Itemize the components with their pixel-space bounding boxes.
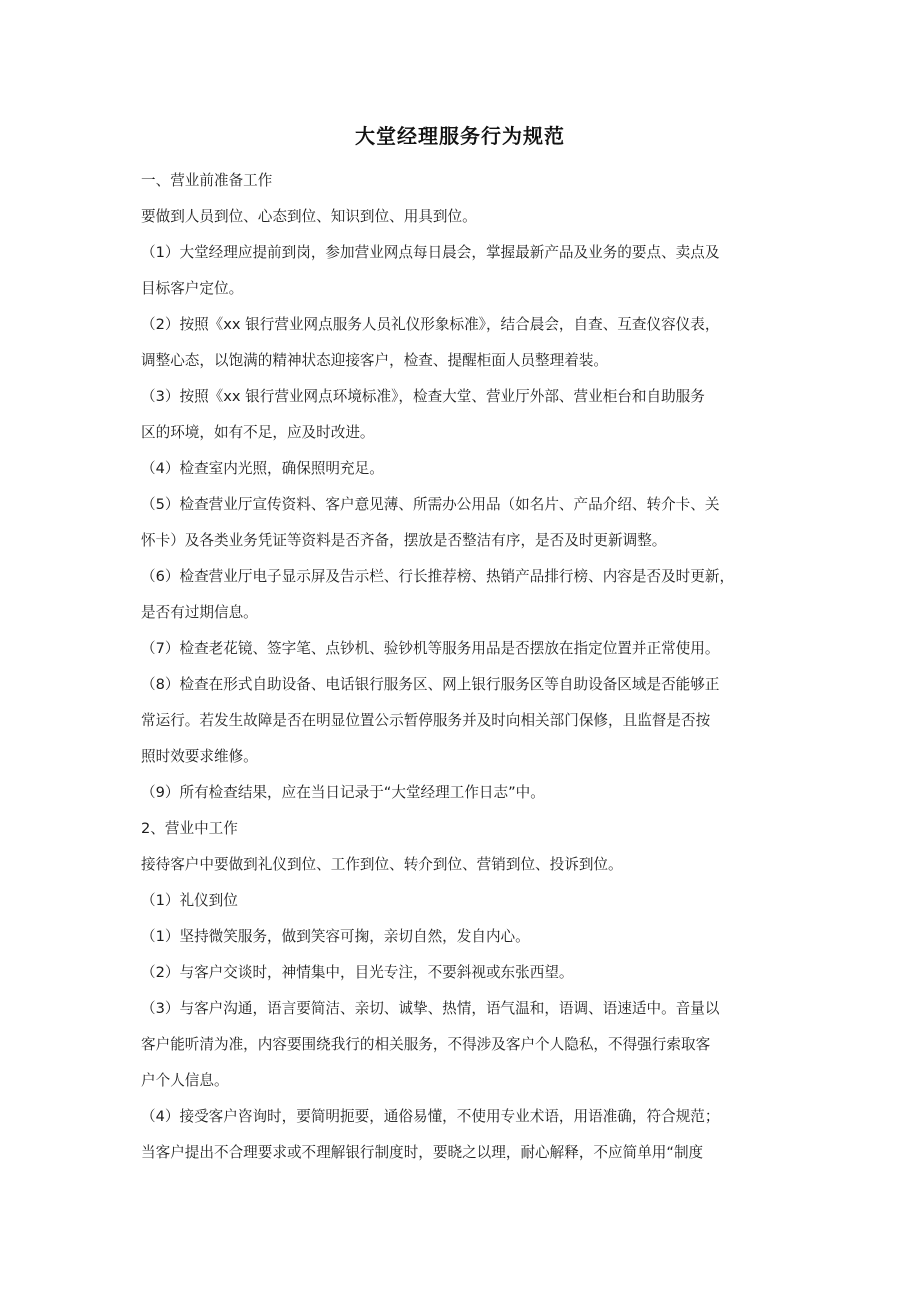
list-item-line: （2）与客户交谈时，神情集中，目光专注，不要斜视或东张西望。 — [141, 964, 574, 981]
paragraph-line: 要做到人员到位、心态到位、知识到位、用具到位。 — [141, 208, 477, 225]
subsection-heading: （1）礼仪到位 — [141, 892, 238, 909]
paragraph-line: 接待客户中要做到礼仪到位、工作到位、转介到位、营销到位、投诉到位。 — [141, 856, 623, 873]
document-body — [141, 166, 791, 1174]
paragraph-line: 怀卡）及各类业务凭证等资料是否齐备，摆放是否整洁有序，是否及时更新调整。 — [141, 532, 667, 549]
list-item-line: （4）接受客户咨询时，要简明扼要，通俗易懂，不使用专业术语，用语准确，符合规范； — [141, 1108, 720, 1125]
list-item-line: （1）大堂经理应提前到岗，参加营业网点每日晨会，掌握最新产品及业务的要点、卖点及 — [141, 244, 720, 261]
paragraph-line: 户个人信息。 — [141, 1072, 229, 1089]
paragraph-line: 当客户提出不合理要求或不理解银行制度时，要晓之以理，耐心解释，不应简单用“制度 — [141, 1144, 704, 1161]
paragraph-line: 区的环境，如有不足，应及时改进。 — [141, 424, 375, 441]
section-heading-in-business: 2、营业中工作 — [141, 820, 238, 837]
paragraph-line: 常运行。若发生故障是否在明显位置公示暂停服务并及时向相关部门保修，且监督是否按 — [141, 712, 711, 729]
list-item-line: （3）按照《xx 银行营业网点环境标准》，检查大堂、营业厅外部、营业柜台和自助服务 — [141, 388, 705, 405]
list-item-line: （5）检查营业厅宣传资料、客户意见薄、所需办公用品（如名片、产品介绍、转介卡、关 — [141, 496, 720, 513]
section-heading-pre-business: 一、营业前准备工作 — [141, 172, 273, 189]
paragraph-line: 是否有过期信息。 — [141, 604, 258, 621]
list-item-line: （8）检查在形式自助设备、电话银行服务区、网上银行服务区等自助设备区域是否能够正 — [141, 676, 720, 693]
paragraph-line: 调整心态，以饱满的精神状态迎接客户，检查、提醒柜面人员整理着装。 — [141, 352, 609, 369]
list-item-line: （4）检查室内光照，确保照明充足。 — [141, 460, 384, 477]
list-item-line: （6）检查营业厅电子显示屏及告示栏、行长推荐榜、热销产品排行榜、内容是否及时更新， — [141, 568, 735, 585]
list-item-line: （9）所有检查结果，应在当日记录于“大堂经理工作日志”中。 — [141, 784, 545, 801]
list-item-line: （7）检查老花镜、签字笔、点钞机、验钞机等服务用品是否摆放在指定位置并正常使用。 — [141, 640, 720, 657]
list-item-line: （1）坚持微笑服务，做到笑容可掬，亲切自然，发自内心。 — [141, 928, 530, 945]
list-item-line: （2）按照《xx 银行营业网点服务人员礼仪形象标准》，结合晨会，自查、互查仪容仪表， — [141, 316, 720, 333]
list-item-line: （3）与客户沟通，语言要简洁、亲切、诚挚、热情，语气温和，语调、语速适中。音量以 — [141, 1000, 720, 1017]
paragraph-line: 照时效要求维修。 — [141, 748, 258, 765]
document-title: 大堂经理服务行为规范 — [355, 124, 565, 148]
paragraph-line: 客户能听清为准，内容要围绕我行的相关服务，不得涉及客户个人隐私，不得强行索取客 — [141, 1036, 711, 1053]
paragraph-line: 目标客户定位。 — [141, 280, 244, 297]
